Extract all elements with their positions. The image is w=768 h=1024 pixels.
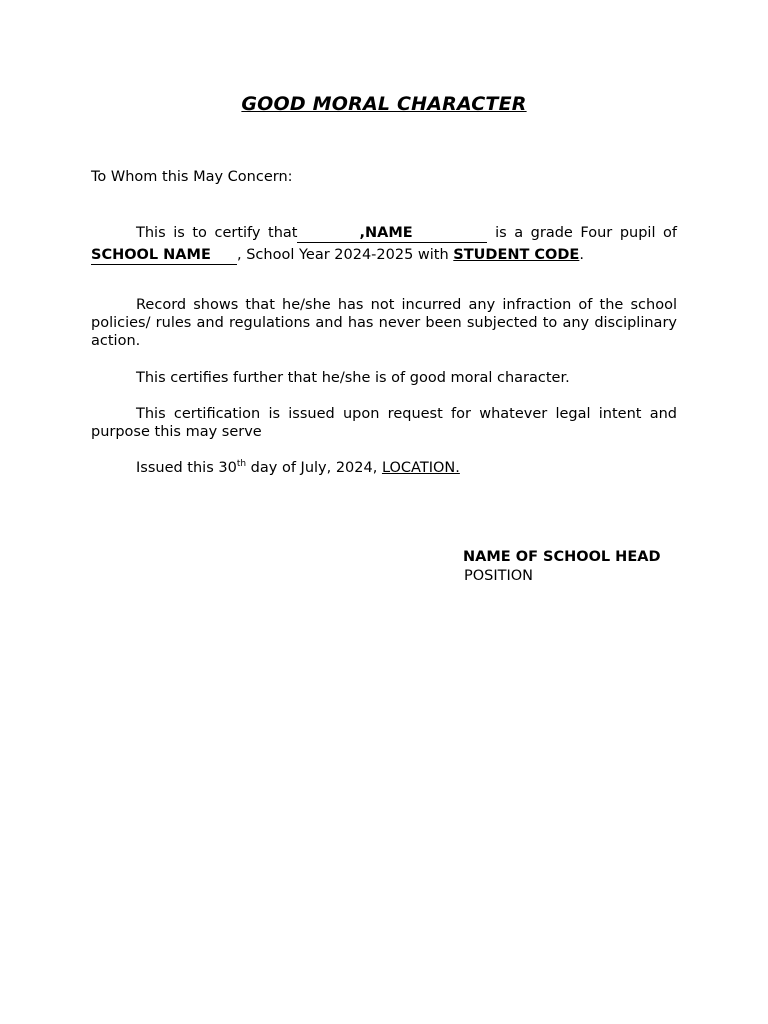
student-name: NAME (365, 225, 413, 241)
signatory-position: POSITION (464, 568, 534, 584)
name-comma: , (359, 225, 365, 241)
page-title: GOOD MORAL CHARACTER (241, 93, 527, 115)
salutation: To Whom this May Concern: (91, 169, 293, 185)
student-name-field (297, 225, 487, 243)
issued-lead: Issued this 30 (136, 460, 237, 476)
date-suffix: th (236, 459, 247, 469)
signatory-name: NAME OF SCHOOL HEAD (463, 549, 661, 565)
school-name: SCHOOL NAME (91, 247, 237, 265)
purpose-paragraph: This certification is issued upon request for whatever legal intent and purpose this may serve (91, 406, 677, 440)
certifies-paragraph: This certifies further that he/she is of good moral character. (136, 370, 570, 386)
certify-lead: This is to certify that (136, 225, 298, 241)
record-paragraph: Record shows that he/she has not incurred any infraction of the school policies/ rules and regulations and has never been subjected to any disciplinary action. (91, 297, 677, 349)
issued-date: day of July, 2024, (246, 460, 382, 476)
issued-paragraph (91, 459, 677, 477)
certify-end: . (579, 247, 584, 263)
certify-paragraph (91, 222, 677, 266)
location: LOCATION. (381, 460, 460, 476)
student-code: STUDENT CODE (453, 247, 580, 263)
grade-text: is a grade Four pupil of (495, 225, 678, 241)
school-year-text: , School Year 2024-2025 with (237, 247, 454, 263)
